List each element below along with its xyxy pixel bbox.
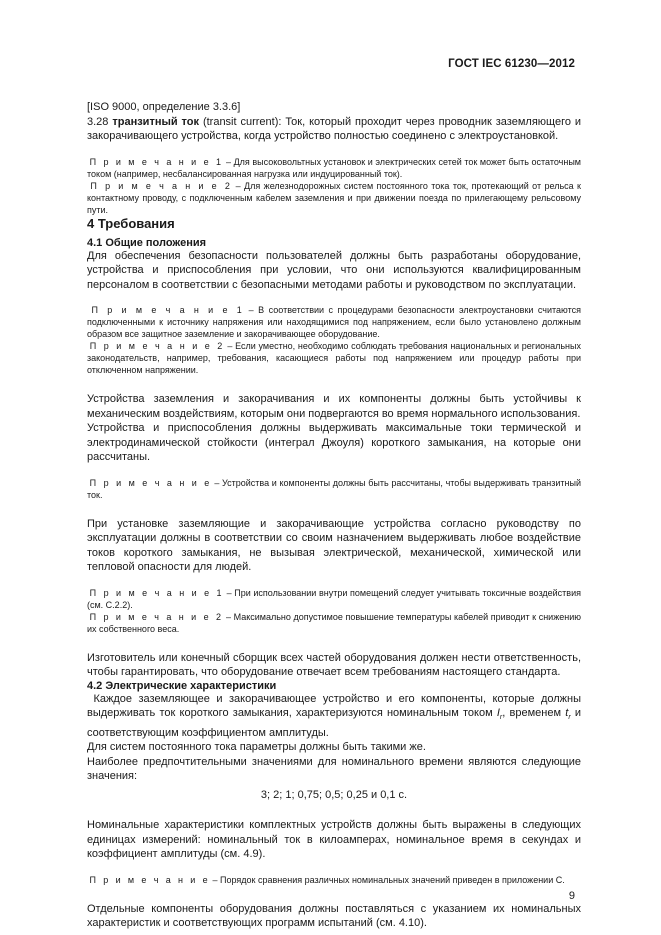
section-4-2-note	[87, 874, 581, 886]
note-text: – В соответствии с процедурами безопасности электроустановки считаются подключенными к источнику напряжения или находящимися под напряжением, если было установлено должным образом все защитное заземление и закорачивающее оборудование.	[87, 305, 581, 339]
section-4-1-note-2	[87, 340, 581, 376]
paragraph-mechanical: Устройства заземления и закорачивания и их компоненты должны быть устойчивы к механическим воздействиям, которым они подвергаются во время нормального использования.	[87, 393, 581, 420]
note-label: П р и м е ч а н и е	[89, 477, 212, 488]
text-part: , временем	[502, 707, 566, 719]
paragraph-units: Номинальные характеристики комплектных устройств должны быть выражены в следующих единицах измерений: номинальный ток в килоамперах, номинальное время в секундах и коэффициент амплитуды (см. 4.9).	[87, 819, 581, 861]
symbol-subscript: r	[568, 714, 571, 722]
paragraph-thermal: Устройства и приспособления должны выдерживать максимальные токи термической и электродинамической стойкости (интеграл Джоуля) короткого замыкания, на которые они рассчитаны.	[87, 422, 581, 463]
note-label: П р и м е ч а н и е 1	[89, 587, 224, 598]
paragraph-4-1-intro: Для обеспечения безопасности пользователей должны быть разработаны оборудование, устройства и приспособления при условии, что они используются квалифицированным персоналом в соответствии с безопасными методами работы и руководством по эксплуатации.	[87, 249, 581, 291]
paragraph-preferred-times: Наиболее предпочтительными значениями для номинального времени являются следующие значения:	[87, 755, 581, 783]
subsection-4-2-title: 4.2 Электрические характеристики	[87, 679, 277, 692]
section-4-1-note-4	[87, 587, 581, 611]
note-label: П р и м е ч а н и е 1	[89, 156, 224, 167]
paragraph-installation: При установке заземляющие и закорачивающие устройства согласно руководству по эксплуатации должны в соответствии со своим назначением выдерживать любое воздействие токов короткого замыкания, не вызывая электрической, механической, химической или тепловой опасности для людей.	[87, 517, 581, 573]
symbol-letter: I	[496, 707, 500, 719]
term-note-2	[87, 180, 581, 216]
note-label: П р и м е ч а н и е 2	[89, 341, 225, 351]
symbol-letter: t	[565, 707, 569, 719]
note-label: П р и м е ч а н и е 2	[89, 611, 224, 622]
section-4-1-note-1	[87, 304, 581, 340]
paragraph-dc-systems: Для систем постоянного тока параметры должны быть такими же.	[87, 741, 426, 754]
page-number: 9	[568, 890, 575, 902]
section-4-title: 4 Требования	[87, 215, 175, 231]
note-label: П р и м е ч а н и е 1	[91, 305, 245, 315]
note-label: П р и м е ч а н и е	[89, 874, 211, 885]
paragraph-rated-values	[87, 692, 581, 741]
note-text: – Порядок сравнения различных номинальных значений приведен в приложении С.	[210, 874, 565, 885]
iso-reference: [ISO 9000, определение 3.3.6]	[87, 101, 241, 113]
note-text: – При использовании внутри помещений следует учитывать токсичные воздействия (см. С.2.2).	[87, 587, 581, 610]
term-3-28-definition	[87, 115, 581, 144]
note-text: – Если уместно, необходимо соблюдать требования национальных и региональных законодательств, например, требования, касающиеся работы под напряжением или процедур работы при отключенном напряжении.	[87, 341, 581, 375]
section-4-1-note-5	[87, 611, 581, 635]
note-text: – Максимально допустимое повышение температуры кабелей приводит к снижению их собственного веса.	[87, 611, 581, 634]
note-text: – Для железнодорожных систем постоянного тока ток, протекающий от рельса к контактному проводу, с подключенным кабелем заземления и при движении поезда по прилегающему рельсовому пути.	[87, 180, 581, 215]
term-definition: (transit current): Ток, который проходит через проводник заземляющего и закорачивающего устройства, когда устройство полностью соединено с электроустановкой.	[87, 115, 582, 142]
subsection-4-1-title: 4.1 Общие положения	[87, 236, 207, 249]
term-number: 3.28	[87, 115, 109, 128]
term-name: транзитный ток	[112, 115, 200, 128]
symbol-subscript: r	[499, 714, 503, 722]
page-content	[87, 100, 581, 931]
document-header: ГОСТ IEC 61230—2012	[448, 58, 575, 70]
note-text: – Устройства и компоненты должны быть рассчитаны, чтобы выдерживать транзитный ток.	[87, 477, 581, 500]
term-note-1	[87, 156, 581, 180]
paragraph-components: Отдельные компоненты оборудования должны поставляться с указанием их номинальных характеристик и соответствующих программ испытаний (см. 4.10).	[87, 902, 581, 930]
paragraph-manufacturer: Изготовитель или конечный сборщик всех частей оборудования должен нести ответственность, чтобы гарантировать, что оборудование отвечает всем требованиям настоящего стандарта.	[87, 651, 581, 678]
section-4-1-note-3	[87, 477, 581, 501]
text-part: Каждое заземляющее и закорачивающее устройство и его компоненты, которые должны выдерживать ток короткого замыкания, характеризуются номинальным током	[87, 692, 582, 719]
note-label: П р и м е ч а н и е 2	[90, 180, 233, 191]
note-text: – Для высоковольтных установок и электрических сетей ток может быть остаточным током (например, несбалансированная нагрузка или индуцированный ток).	[87, 156, 581, 179]
text-part: и соответствующим коэффициентом амплитуды.	[87, 707, 582, 739]
preferred-time-values: 3; 2; 1; 0,75; 0,5; 0,25 и 0,1 с.	[260, 788, 408, 801]
